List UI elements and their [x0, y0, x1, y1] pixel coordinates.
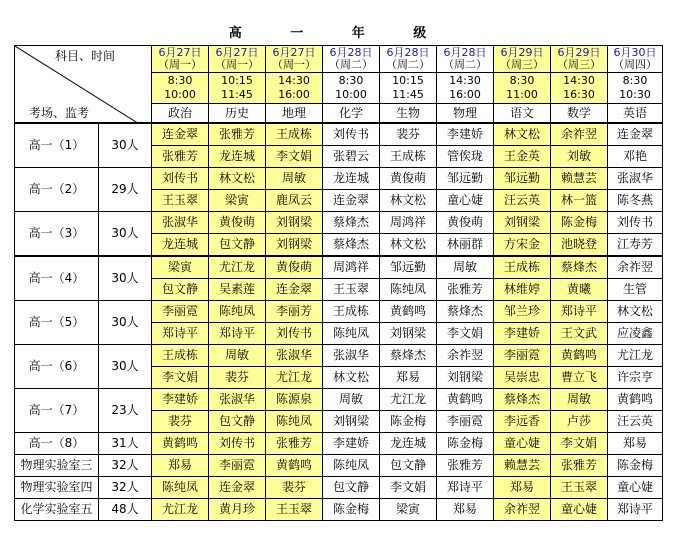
- proctor-cell: 蔡烽杰: [494, 389, 551, 411]
- end-time: 16:30: [563, 88, 595, 101]
- proctor-cell: 林文松: [608, 301, 663, 323]
- column-time: [209, 73, 266, 104]
- date-text: 6月28日: [329, 46, 373, 59]
- proctor-cell: 连金翠: [608, 123, 663, 146]
- start-time: 10:15: [392, 74, 424, 87]
- proctor-cell: 刘传书: [323, 123, 380, 146]
- table-row: [15, 212, 663, 234]
- start-time: 8:30: [622, 74, 648, 87]
- room-name: 高一（2）: [15, 168, 99, 212]
- proctor-cell: 张淑华: [266, 345, 323, 367]
- room-count: 30人: [99, 256, 152, 301]
- proctor-cell: 黄鹤鸣: [437, 389, 494, 411]
- proctor-cell: 尤江龙: [209, 256, 266, 279]
- proctor-cell: 王玉翠: [266, 499, 323, 521]
- column-date: [266, 46, 323, 73]
- end-time: 10:00: [164, 88, 196, 101]
- column-time: [380, 73, 437, 104]
- proctor-cell: 周敏: [437, 256, 494, 279]
- room-name: 高一（5）: [15, 301, 99, 345]
- proctor-cell: 周鸿祥: [380, 212, 437, 234]
- proctor-cell: 李建娇: [437, 123, 494, 146]
- proctor-cell: 黄俊萌: [209, 212, 266, 234]
- proctor-cell: 刘传书: [209, 433, 266, 455]
- proctor-cell: 黄鹤鸣: [266, 455, 323, 477]
- end-time: 10:00: [335, 88, 367, 101]
- room-count: 30人: [99, 212, 152, 257]
- proctor-cell: 张雅芳: [152, 146, 209, 168]
- subject-label: 语文: [494, 104, 551, 124]
- proctor-cell: 李丽霓: [437, 411, 494, 433]
- proctor-cell: 黄曦: [551, 279, 608, 301]
- proctor-cell: 生管: [608, 279, 663, 301]
- room-count: 31人: [99, 433, 152, 455]
- weekday-text: （周四）: [613, 58, 657, 71]
- room-count: 30人: [99, 301, 152, 345]
- proctor-cell: 陈纯凤: [209, 301, 266, 323]
- proctor-cell: 余祚翌: [437, 345, 494, 367]
- column-time: [551, 73, 608, 104]
- proctor-cell: 龙连城: [323, 168, 380, 190]
- end-time: 11:45: [392, 88, 424, 101]
- proctor-cell: 李文娟: [152, 367, 209, 389]
- proctor-cell: 周敏: [266, 168, 323, 190]
- proctor-cell: 林文松: [380, 190, 437, 212]
- weekday-text: （周一）: [272, 58, 316, 71]
- proctor-cell: 连金翠: [209, 477, 266, 499]
- proctor-cell: 李文娟: [266, 146, 323, 168]
- start-time: 14:30: [449, 74, 481, 87]
- proctor-cell: 裴芬: [266, 477, 323, 499]
- proctor-cell: 包文静: [152, 279, 209, 301]
- column-date: [380, 46, 437, 73]
- proctor-cell: 龙连城: [209, 146, 266, 168]
- proctor-cell: 应凌鑫: [608, 323, 663, 345]
- proctor-cell: 李远香: [494, 411, 551, 433]
- proctor-cell: 张雅芳: [209, 123, 266, 146]
- table-row: [15, 389, 663, 411]
- room-count: 29人: [99, 168, 152, 212]
- proctor-cell: 尤江龙: [608, 345, 663, 367]
- proctor-cell: 陈金梅: [551, 212, 608, 234]
- proctor-cell: 江寿芳: [608, 234, 663, 257]
- proctor-cell: 邹远勤: [380, 256, 437, 279]
- proctor-cell: 包文静: [323, 477, 380, 499]
- proctor-cell: 童心婕: [551, 499, 608, 521]
- proctor-cell: 梁寅: [380, 499, 437, 521]
- proctor-cell: 陈纯凤: [152, 477, 209, 499]
- column-date: [209, 46, 266, 73]
- proctor-cell: 曹立飞: [551, 367, 608, 389]
- proctor-cell: 包文静: [209, 411, 266, 433]
- proctor-cell: 郑易: [152, 455, 209, 477]
- proctor-cell: 张淑华: [152, 212, 209, 234]
- proctor-cell: 刘传书: [266, 323, 323, 345]
- proctor-cell: 陈纯凤: [323, 323, 380, 345]
- proctor-cell: 郑诗平: [551, 301, 608, 323]
- proctor-cell: 张淑华: [608, 168, 663, 190]
- table-row: [15, 301, 663, 323]
- table-row: [15, 499, 663, 521]
- room-name: 高一（6）: [15, 345, 99, 389]
- table-row: [15, 477, 663, 499]
- date-text: 6月29日: [500, 46, 544, 59]
- proctor-cell: 赖慧芸: [494, 455, 551, 477]
- start-time: 8:30: [338, 74, 364, 87]
- proctor-cell: 卢莎: [551, 411, 608, 433]
- proctor-cell: 黄月珍: [209, 499, 266, 521]
- weekday-text: （周二）: [329, 58, 373, 71]
- proctor-cell: 吴素莲: [209, 279, 266, 301]
- proctor-cell: 周敏: [209, 345, 266, 367]
- proctor-cell: 刘敏: [551, 146, 608, 168]
- proctor-cell: 黄鹤鸣: [551, 345, 608, 367]
- proctor-cell: 童心婕: [437, 190, 494, 212]
- proctor-cell: 汪云英: [494, 190, 551, 212]
- proctor-cell: 陈金梅: [608, 455, 663, 477]
- proctor-cell: 黄俊萌: [437, 212, 494, 234]
- proctor-cell: 王金英: [494, 146, 551, 168]
- proctor-cell: 李丽霓: [152, 301, 209, 323]
- proctor-cell: 吴崇忠: [494, 367, 551, 389]
- subject-label: 化学: [323, 104, 380, 124]
- proctor-cell: 林维婷: [494, 279, 551, 301]
- proctor-cell: 蔡烽杰: [323, 212, 380, 234]
- column-date: [551, 46, 608, 73]
- table-row: [15, 433, 663, 455]
- header-corner: [15, 46, 152, 124]
- weekday-text: （周二）: [386, 58, 430, 71]
- proctor-cell: 周敏: [551, 389, 608, 411]
- room-name: 化学实验室五: [15, 499, 99, 521]
- proctor-cell: 连金翠: [323, 190, 380, 212]
- proctor-cell: 刘钢梁: [437, 367, 494, 389]
- column-date: [152, 46, 209, 73]
- subject-label: 地理: [266, 104, 323, 124]
- proctor-cell: 林丽群: [437, 234, 494, 257]
- table-row: [15, 123, 663, 146]
- end-time: 16:00: [278, 88, 310, 101]
- proctor-cell: 张雅芳: [266, 433, 323, 455]
- room-name: 高一（4）: [15, 256, 99, 301]
- proctor-cell: 林文松: [323, 367, 380, 389]
- subject-label: 物理: [437, 104, 494, 124]
- proctor-cell: 童心婕: [608, 477, 663, 499]
- proctor-cell: 黄鹤鸣: [152, 433, 209, 455]
- proctor-cell: 陈源泉: [266, 389, 323, 411]
- column-time: [266, 73, 323, 104]
- proctor-cell: 刘钢梁: [380, 323, 437, 345]
- proctor-cell: 黄鹤鸣: [380, 301, 437, 323]
- proctor-cell: 邓艳: [608, 146, 663, 168]
- proctor-cell: 陈纯凤: [380, 279, 437, 301]
- subject-label: 历史: [209, 104, 266, 124]
- weekday-text: （周一）: [215, 58, 259, 71]
- proctor-cell: 黄鹤鸣: [608, 389, 663, 411]
- page-title: 高 一 年 级: [228, 26, 449, 41]
- proctor-cell: 鹿凤云: [266, 190, 323, 212]
- room-name: 高一（3）: [15, 212, 99, 257]
- room-name: 高一（1）: [15, 123, 99, 168]
- column-time: [152, 73, 209, 104]
- proctor-cell: 蔡烽杰: [380, 345, 437, 367]
- end-time: 11:45: [221, 88, 253, 101]
- proctor-cell: 蔡烽杰: [323, 234, 380, 257]
- proctor-cell: 王文武: [551, 323, 608, 345]
- proctor-cell: 林文松: [380, 234, 437, 257]
- proctor-cell: 王成栋: [380, 146, 437, 168]
- table-row: [15, 168, 663, 190]
- proctor-cell: 张雅芳: [437, 455, 494, 477]
- weekday-text: （周一）: [158, 58, 202, 71]
- end-time: 11:00: [506, 88, 538, 101]
- weekday-text: （周三）: [557, 58, 601, 71]
- proctor-cell: 郑易: [437, 499, 494, 521]
- proctor-cell: 黄俊萌: [380, 168, 437, 190]
- proctor-cell: 汪云英: [608, 411, 663, 433]
- proctor-cell: 余祚翌: [551, 123, 608, 146]
- proctor-cell: 邹兰珍: [494, 301, 551, 323]
- weekday-text: （周三）: [500, 58, 544, 71]
- proctor-cell: 张淑华: [209, 389, 266, 411]
- proctor-cell: 王成栋: [323, 301, 380, 323]
- proctor-cell: 林文松: [494, 123, 551, 146]
- proctor-cell: 尤江龙: [266, 367, 323, 389]
- date-text: 6月30日: [613, 46, 657, 59]
- room-count: 32人: [99, 455, 152, 477]
- corner-label-room-proctor: 考场、监考: [29, 106, 90, 120]
- proctor-cell: 李建娇: [323, 433, 380, 455]
- proctor-cell: 许宗亨: [608, 367, 663, 389]
- proctor-cell: 童心婕: [494, 433, 551, 455]
- proctor-cell: 余祚翌: [494, 499, 551, 521]
- end-time: 16:00: [449, 88, 481, 101]
- proctor-cell: 郑易: [380, 367, 437, 389]
- proctor-cell: 刘钢梁: [494, 212, 551, 234]
- table-row: [15, 256, 663, 279]
- date-text: 6月28日: [443, 46, 487, 59]
- proctor-cell: 黄俊萌: [266, 256, 323, 279]
- proctor-cell: 陈冬燕: [608, 190, 663, 212]
- proctor-cell: 郑诗平: [608, 499, 663, 521]
- column-date: [494, 46, 551, 73]
- proctor-cell: 刘钢梁: [266, 234, 323, 257]
- proctor-cell: 李丽霓: [494, 345, 551, 367]
- column-time: [323, 73, 380, 104]
- proctor-cell: 周鸿祥: [323, 256, 380, 279]
- proctor-cell: 裴芬: [380, 123, 437, 146]
- proctor-cell: 刘传书: [608, 212, 663, 234]
- subject-label: 数学: [551, 104, 608, 124]
- proctor-cell: 梁寅: [209, 190, 266, 212]
- start-time: 14:30: [563, 74, 595, 87]
- proctor-cell: 王玉翠: [152, 190, 209, 212]
- proctor-cell: 郑诗平: [209, 323, 266, 345]
- proctor-cell: 王成栋: [152, 345, 209, 367]
- proctor-cell: 张雅芳: [437, 279, 494, 301]
- column-date: [437, 46, 494, 73]
- proctor-cell: 陈金梅: [437, 433, 494, 455]
- room-name: 物理实验室四: [15, 477, 99, 499]
- proctor-cell: 李建娇: [494, 323, 551, 345]
- proctor-cell: 邹远勤: [494, 168, 551, 190]
- proctor-cell: 陈金梅: [323, 499, 380, 521]
- proctor-cell: 包文静: [380, 455, 437, 477]
- proctor-cell: 池晓登: [551, 234, 608, 257]
- room-count: 30人: [99, 345, 152, 389]
- proctor-cell: 李文娟: [551, 433, 608, 455]
- end-time: 10:30: [619, 88, 651, 101]
- date-text: 6月29日: [557, 46, 601, 59]
- column-date: [323, 46, 380, 73]
- proctor-cell: 王玉翠: [323, 279, 380, 301]
- subject-label: 生物: [380, 104, 437, 124]
- start-time: 14:30: [278, 74, 310, 87]
- proctor-cell: 龙连城: [380, 433, 437, 455]
- proctor-cell: 郑诗平: [152, 323, 209, 345]
- proctor-cell: 蔡烽杰: [437, 301, 494, 323]
- proctor-cell: 连金翠: [152, 123, 209, 146]
- proctor-cell: 连金翠: [266, 279, 323, 301]
- column-date: [608, 46, 663, 73]
- subject-label: 政治: [152, 104, 209, 124]
- proctor-cell: 龙连城: [152, 234, 209, 257]
- proctor-cell: 包文静: [209, 234, 266, 257]
- proctor-cell: 郑易: [608, 433, 663, 455]
- date-text: 6月27日: [158, 46, 202, 59]
- proctor-cell: 陈金梅: [380, 411, 437, 433]
- proctor-cell: 裴芬: [152, 411, 209, 433]
- room-count: 30人: [99, 123, 152, 168]
- subject-label: 英语: [608, 104, 663, 124]
- proctor-cell: 方宋金: [494, 234, 551, 257]
- date-text: 6月28日: [386, 46, 430, 59]
- date-text: 6月27日: [272, 46, 316, 59]
- proctor-cell: 张淑华: [323, 345, 380, 367]
- room-name: 高一（7）: [15, 389, 99, 433]
- proctor-cell: 蔡烽杰: [551, 256, 608, 279]
- table-row: [15, 455, 663, 477]
- proctor-cell: 张雅芳: [551, 455, 608, 477]
- proctor-cell: 王成栋: [266, 123, 323, 146]
- proctor-cell: 邹远勤: [437, 168, 494, 190]
- room-count: 32人: [99, 477, 152, 499]
- proctor-cell: 李丽芳: [266, 301, 323, 323]
- weekday-text: （周二）: [443, 58, 487, 71]
- proctor-cell: 梁寅: [152, 256, 209, 279]
- column-time: [608, 73, 663, 104]
- room-name: 高一（8）: [15, 433, 99, 455]
- proctor-cell: 王玉翠: [551, 477, 608, 499]
- column-time: [437, 73, 494, 104]
- proctor-cell: 王成栋: [494, 256, 551, 279]
- proctor-cell: 尤江龙: [380, 389, 437, 411]
- header-date-row: [15, 46, 663, 73]
- proctor-cell: 裴芬: [209, 367, 266, 389]
- proctor-cell: 刘钢梁: [266, 212, 323, 234]
- room-count: 23人: [99, 389, 152, 433]
- proctor-cell: 陈纯凤: [323, 455, 380, 477]
- start-time: 10:15: [221, 74, 253, 87]
- proctor-cell: 管俟珑: [437, 146, 494, 168]
- proctor-cell: 周敏: [323, 389, 380, 411]
- proctor-cell: 郑诗平: [437, 477, 494, 499]
- date-text: 6月27日: [215, 46, 259, 59]
- exam-schedule-table: [14, 45, 663, 521]
- proctor-cell: 陈纯凤: [266, 411, 323, 433]
- proctor-cell: 刘传书: [152, 168, 209, 190]
- proctor-cell: 郑易: [494, 477, 551, 499]
- proctor-cell: 李丽霓: [209, 455, 266, 477]
- table-row: [15, 345, 663, 367]
- proctor-cell: 尤江龙: [152, 499, 209, 521]
- proctor-cell: 林文松: [209, 168, 266, 190]
- room-name: 物理实验室三: [15, 455, 99, 477]
- corner-label-subject-time: 科目、时间: [55, 49, 116, 63]
- column-time: [494, 73, 551, 104]
- proctor-cell: 李文娟: [437, 323, 494, 345]
- start-time: 8:30: [509, 74, 535, 87]
- proctor-cell: 张碧云: [323, 146, 380, 168]
- start-time: 8:30: [167, 74, 193, 87]
- proctor-cell: 刘钢梁: [323, 411, 380, 433]
- proctor-cell: 赖慧芸: [551, 168, 608, 190]
- proctor-cell: 李建娇: [152, 389, 209, 411]
- proctor-cell: 余祚翌: [608, 256, 663, 279]
- proctor-cell: 林一篮: [551, 190, 608, 212]
- room-count: 48人: [99, 499, 152, 521]
- proctor-cell: 李文娟: [380, 477, 437, 499]
